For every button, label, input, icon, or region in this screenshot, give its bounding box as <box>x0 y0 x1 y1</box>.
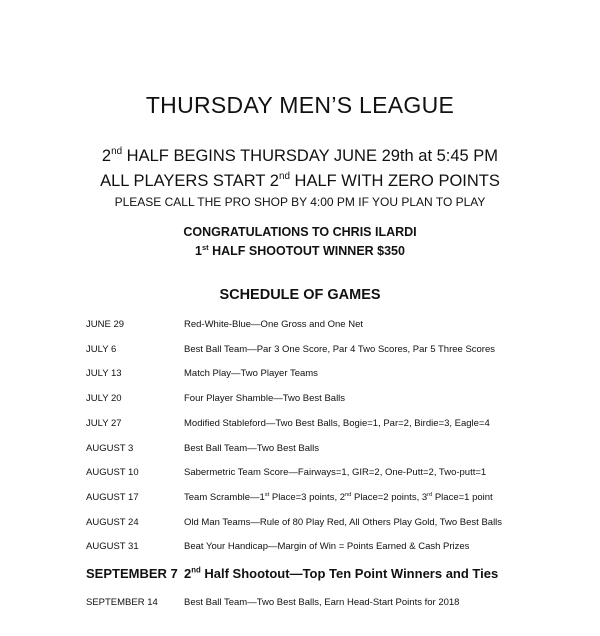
superscript: nd <box>191 565 201 575</box>
page-title: THURSDAY MEN’S LEAGUE <box>145 92 455 118</box>
schedule-game: Red-White-Blue—One Gross and One Net <box>184 319 363 330</box>
schedule-date: JULY 20 <box>86 393 122 404</box>
schedule-game: Modified Stableford—Two Best Balls, Bogie=1, Par=2, Birdie=3, Eagle=4 <box>184 418 490 429</box>
text-segment: 2 <box>184 566 192 581</box>
schedule-date: AUGUST 10 <box>86 467 139 478</box>
schedule-date: JUNE 29 <box>86 319 125 330</box>
superscript: nd <box>111 146 123 158</box>
text-segment: HALF SHOOTOUT WINNER $350 <box>208 244 405 258</box>
text-segment: Place=3 points, 2 <box>269 492 346 503</box>
superscript: nd <box>345 492 352 499</box>
schedule-date: AUGUST 24 <box>86 517 139 528</box>
text-segment: 1 <box>195 244 202 258</box>
superscript: rd <box>427 492 433 499</box>
superscript: st <box>264 492 270 499</box>
schedule-game: Best Ball Team—Par 3 One Score, Par 4 Two Scores, Par 5 Three Scores <box>184 344 496 355</box>
schedule-game: Best Ball Team—Two Best Balls <box>184 443 319 454</box>
schedule-game: Beat Your Handicap—Margin of Win = Points Earned & Cash Prizes <box>184 541 470 552</box>
schedule-date: AUGUST 31 <box>86 541 139 552</box>
text-segment: Place=1 point <box>432 492 493 503</box>
text-segment: ALL PLAYERS START 2 <box>100 172 279 190</box>
congratulations-line: CONGRATULATIONS TO CHRIS ILARDI <box>183 225 417 239</box>
text-segment: Team Scramble—1 <box>184 492 265 503</box>
schedule-game: Four Player Shamble—Two Best Balls <box>184 393 346 404</box>
text-segment: HALF BEGINS THURSDAY JUNE 29th at 5:45 PM <box>122 147 499 165</box>
schedule-date: AUGUST 17 <box>86 492 139 503</box>
schedule-game: Sabermetric Team Score—Fairways=1, GIR=2, One-Putt=2, Two-putt=1 <box>184 467 487 478</box>
text-segment: Half Shootout—Top Ten Point Winners and Ties <box>200 566 499 581</box>
schedule-date: JULY 27 <box>86 418 122 429</box>
schedule-date: JULY 6 <box>86 344 117 355</box>
schedule-date: SEPTEMBER 14 <box>86 597 158 608</box>
text-segment: HALF WITH ZERO POINTS <box>289 172 500 190</box>
schedule-date: SEPTEMBER 7 <box>86 566 178 581</box>
superscript: nd <box>278 171 290 183</box>
schedule-game: Best Ball Team—Two Best Balls, Earn Head-Start Points for 2018 <box>184 597 460 608</box>
schedule-date: JULY 13 <box>86 368 122 379</box>
superscript: st <box>201 242 209 252</box>
schedule-date: AUGUST 3 <box>86 443 134 454</box>
pro-shop-notice: PLEASE CALL THE PRO SHOP BY 4:00 PM IF YOU PLAN TO PLAY <box>114 195 486 209</box>
schedule-game: Match Play—Two Player Teams <box>184 368 318 379</box>
second-half-start-line <box>0 147 600 166</box>
schedule-game <box>184 566 498 581</box>
schedule-game: Old Man Teams—Rule of 80 Play Red, All Others Play Gold, Two Best Balls <box>184 517 503 528</box>
text-segment: Place=2 points, 3 <box>351 492 428 503</box>
shootout-winner-line <box>0 244 600 258</box>
schedule-title: SCHEDULE OF GAMES <box>219 287 381 303</box>
text-segment: 2 <box>101 147 112 165</box>
zero-points-line <box>0 172 600 191</box>
schedule-game <box>184 492 493 503</box>
